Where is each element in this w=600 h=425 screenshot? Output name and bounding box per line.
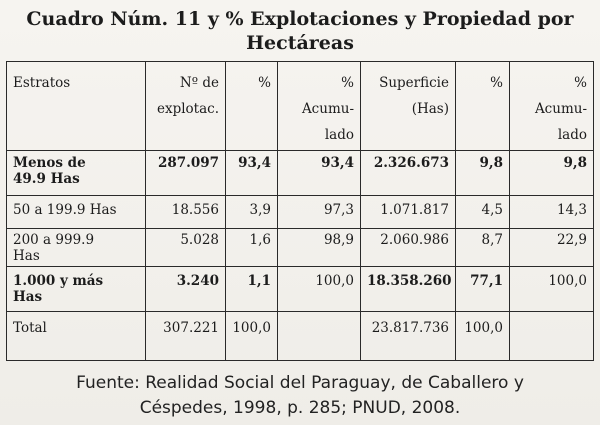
cell-superficie: 18.358.260 bbox=[361, 267, 456, 312]
cell-acumulado-superficie: 100,0 bbox=[510, 267, 594, 312]
cell-acumulado-superficie: 22,9 bbox=[510, 229, 594, 267]
cell-estrato: 50 a 199.9 Has bbox=[7, 196, 146, 229]
table-row bbox=[7, 151, 594, 196]
cell-pct-superficie: 8,7 bbox=[456, 229, 510, 267]
cell-acumulado bbox=[278, 312, 361, 361]
cell-superficie: 23.817.736 bbox=[361, 312, 456, 361]
cell-acumulado: 100,0 bbox=[278, 267, 361, 312]
cell-superficie: 1.071.817 bbox=[361, 196, 456, 229]
cell-pct: 1,1 bbox=[226, 267, 278, 312]
cell-pct-superficie: 4,5 bbox=[456, 196, 510, 229]
table-row bbox=[7, 229, 594, 267]
cell-superficie: 2.060.986 bbox=[361, 229, 456, 267]
table-header-row bbox=[7, 62, 594, 151]
table-title-line-1: Cuadro Núm. 11 y % Explotaciones y Propiedad por bbox=[26, 8, 574, 30]
cell-estrato: Total bbox=[7, 312, 146, 361]
cell-estrato: 200 a 999.9 Has bbox=[7, 229, 146, 267]
header-acumulado-explotaciones: % Acumu- lado bbox=[278, 62, 361, 151]
cell-acumulado: 97,3 bbox=[278, 196, 361, 229]
cell-pct-superficie: 77,1 bbox=[456, 267, 510, 312]
header-acumulado-superficie: % Acumu- lado bbox=[510, 62, 594, 151]
cell-pct: 100,0 bbox=[226, 312, 278, 361]
cell-acumulado: 93,4 bbox=[278, 151, 361, 196]
cell-acumulado: 98,9 bbox=[278, 229, 361, 267]
table-row-total bbox=[7, 312, 594, 361]
cell-explotaciones: 287.097 bbox=[146, 151, 226, 196]
header-explotaciones: Nº de explotac. bbox=[146, 62, 226, 151]
cell-pct-superficie: 9,8 bbox=[456, 151, 510, 196]
table-row bbox=[7, 267, 594, 312]
cell-explotaciones: 3.240 bbox=[146, 267, 226, 312]
cell-explotaciones: 18.556 bbox=[146, 196, 226, 229]
header-estratos: Estratos bbox=[7, 62, 146, 151]
cell-explotaciones: 307.221 bbox=[146, 312, 226, 361]
cell-pct-superficie: 100,0 bbox=[456, 312, 510, 361]
cell-pct: 3,9 bbox=[226, 196, 278, 229]
source-note bbox=[0, 371, 600, 421]
cell-pct: 1,6 bbox=[226, 229, 278, 267]
table-title bbox=[0, 7, 600, 55]
cell-acumulado-superficie: 9,8 bbox=[510, 151, 594, 196]
source-line-2: Céspedes, 1998, p. 285; PNUD, 2008. bbox=[139, 398, 461, 418]
header-superficie: Superficie (Has) bbox=[361, 62, 456, 151]
cell-pct: 93,4 bbox=[226, 151, 278, 196]
source-line-1: Fuente: Realidad Social del Paraguay, de Caballero y bbox=[76, 373, 524, 393]
cell-explotaciones: 5.028 bbox=[146, 229, 226, 267]
header-pct-explotaciones: % bbox=[226, 62, 278, 151]
cell-superficie: 2.326.673 bbox=[361, 151, 456, 196]
table-title-line-2: Hectáreas bbox=[246, 32, 354, 54]
land-tenure-table bbox=[6, 61, 594, 361]
table-row bbox=[7, 196, 594, 229]
cell-estrato: Menos de 49.9 Has bbox=[7, 151, 146, 196]
cell-estrato: 1.000 y más Has bbox=[7, 267, 146, 312]
cell-acumulado-superficie bbox=[510, 312, 594, 361]
header-pct-superficie: % bbox=[456, 62, 510, 151]
cell-acumulado-superficie: 14,3 bbox=[510, 196, 594, 229]
